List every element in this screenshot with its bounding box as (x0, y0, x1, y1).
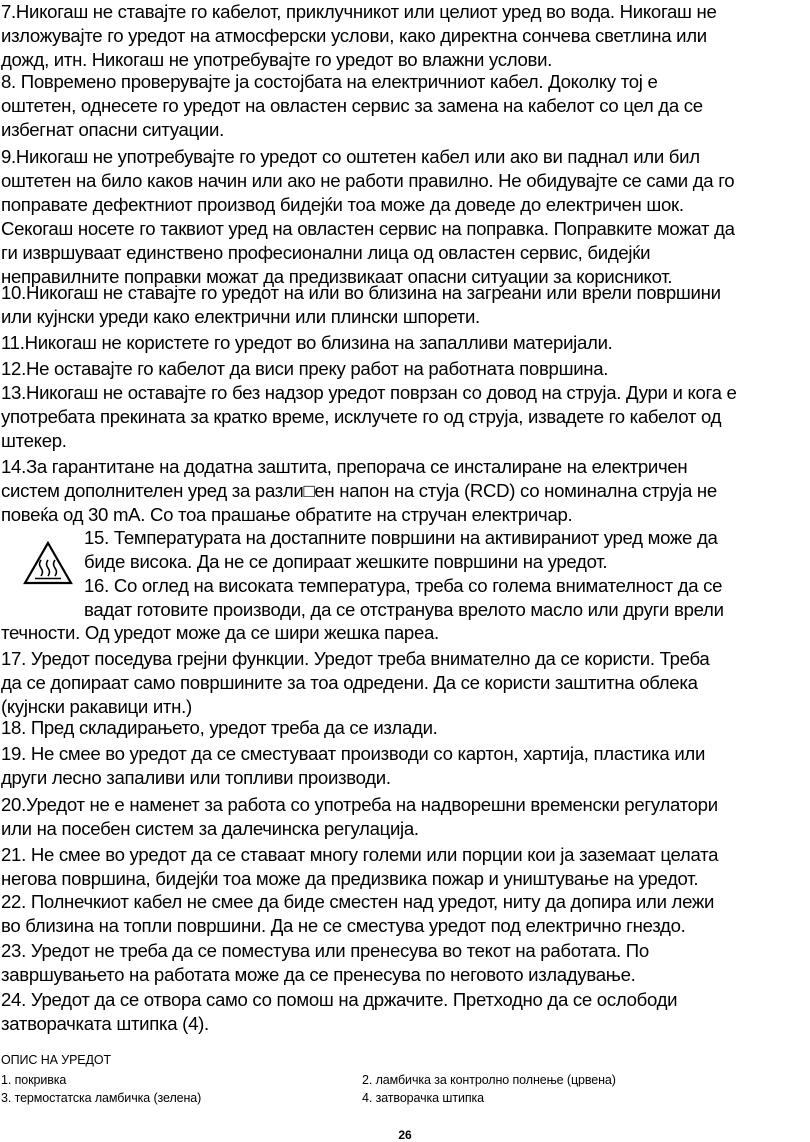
instruction-16-continuation: течности. Од уредот може да се шири жешка пареа. (1, 622, 439, 643)
instruction-21: 21. Не смее во уредот да се ставаат многу големи или порции кои ја заземаат целата негова површина, бидејќи тоа може да предизвика пожар и уништување на уредот. (1, 844, 719, 889)
instruction-19: 19. Не смее во уредот да се сместуваат производи со картон, хартија, пластика или други лесно запаливи или топливи производи. (1, 743, 706, 788)
instruction-15: 15. Температурата на достапните површини на активираниот уред може да биде висока. Да не се допираат жешките површини на уредот. (84, 527, 718, 572)
instruction-9: 9.Никогаш не употребувајте го уредот со оштетен кабел или ако ви паднал или бил оштетен на било каков начин или ако не работи правилно. Не обидувајте се сами да го поправате дефектниот производ бидејќи тоа може да доведе до електричен шок. Секогаш носете го таквиот уред на овластен сервис на поправка. Поправките можат да ги извршуваат единствено професионални лица од овластен сервис, бидејќи неправилните поправки можат да предизвикаат опасни ситуации за корисникот. (1, 146, 735, 287)
description-item-4: 4. затворачка штипка (362, 1091, 484, 1105)
instruction-18: 18. Пред складирањето, уредот треба да се излади. (1, 717, 438, 738)
instruction-14: 14.За гарантитане на додатна заштита, препорача се инсталиране на електричен систем дополнителен уред за разли□ен напон на стуја (RCD) со номинална струја не повеќа од 30 mA. Со тоа прашање обратите на стручан електричар. (1, 456, 717, 525)
instruction-20: 20.Уредот не е наменет за работа со употреба на надворешни временски регулатори или на посебен систем за далечинска регулација. (1, 794, 718, 839)
description-item-3: 3. термостатска ламбичка (зелена) (1, 1091, 202, 1105)
instruction-13: 13.Никогаш не оставајте го без надзор уредот поврзан со довод на струја. Дури и кога е употребата прекината за кратко време, исклучете го од струја, извадете го кабелот од штекер. (1, 382, 737, 451)
description-item-2: 2. ламбичка за контролно полнење (црвена) (362, 1073, 616, 1087)
instruction-11: 11.Никогаш не користете го уредот во близина на запалливи материјали. (1, 332, 613, 353)
instruction-22: 22. Полнечкиот кабел не смее да биде сместен над уредот, ниту да допира или лежи во близина на топли површини. Да не се сместува уредот под електрично гнездо. (1, 891, 715, 936)
instruction-12: 12.Не оставајте го кабелот да виси преку работ на работната површина. (1, 358, 609, 379)
instruction-16-indented: 16. Со оглед на високата температура, треба со голема внимателност да се вадат готовите производи, да се отстранува врелото масло или други врели (84, 575, 724, 620)
instruction-23: 23. Уредот не треба да се поместува или пренесува во текот на работата. По завршувањето на работата може да се пренесува по неговото изладување. (1, 940, 649, 985)
page-number: 26 (398, 1128, 412, 1142)
instruction-17: 17. Уредот поседува грејни функции. Уредот треба внимателно да се користи. Треба да се допираат само површините за тоа одредени. Да се користи заштитна облека (кујнски ракавици итн.) (1, 648, 710, 717)
instruction-8: 8. Повремено проверувајте ја состојбата на електричниот кабел. Доколку тој е оштетен, однесете го уредот на овластен сервис за замена на кабелот со цел да се избегнат опасни ситуации. (1, 71, 703, 140)
instruction-10: 10.Никогаш не ставајте го уредот на или во близина на загреани или врели површини или кујнски уреди како електрични или плински шпорети. (1, 282, 721, 327)
description-item-1: 1. покривка (1, 1073, 67, 1087)
instruction-7: 7.Никогаш не ставајте го кабелот, приклучникот или целиот уред во вода. Никогаш не изложувајте го уредот на атмосферски услови, како директна сончева светлина или дожд, итн. Никогаш не употребувајте го уредот во влажни услови. (1, 1, 717, 70)
hot-surface-warning-icon (22, 540, 74, 586)
device-description-title: ОПИС НА УРЕДОТ (1, 1053, 112, 1067)
instruction-24: 24. Уредот да се отвора само со помош на држачите. Претходно да се ослободи затворачката штипка (4). (1, 989, 678, 1034)
